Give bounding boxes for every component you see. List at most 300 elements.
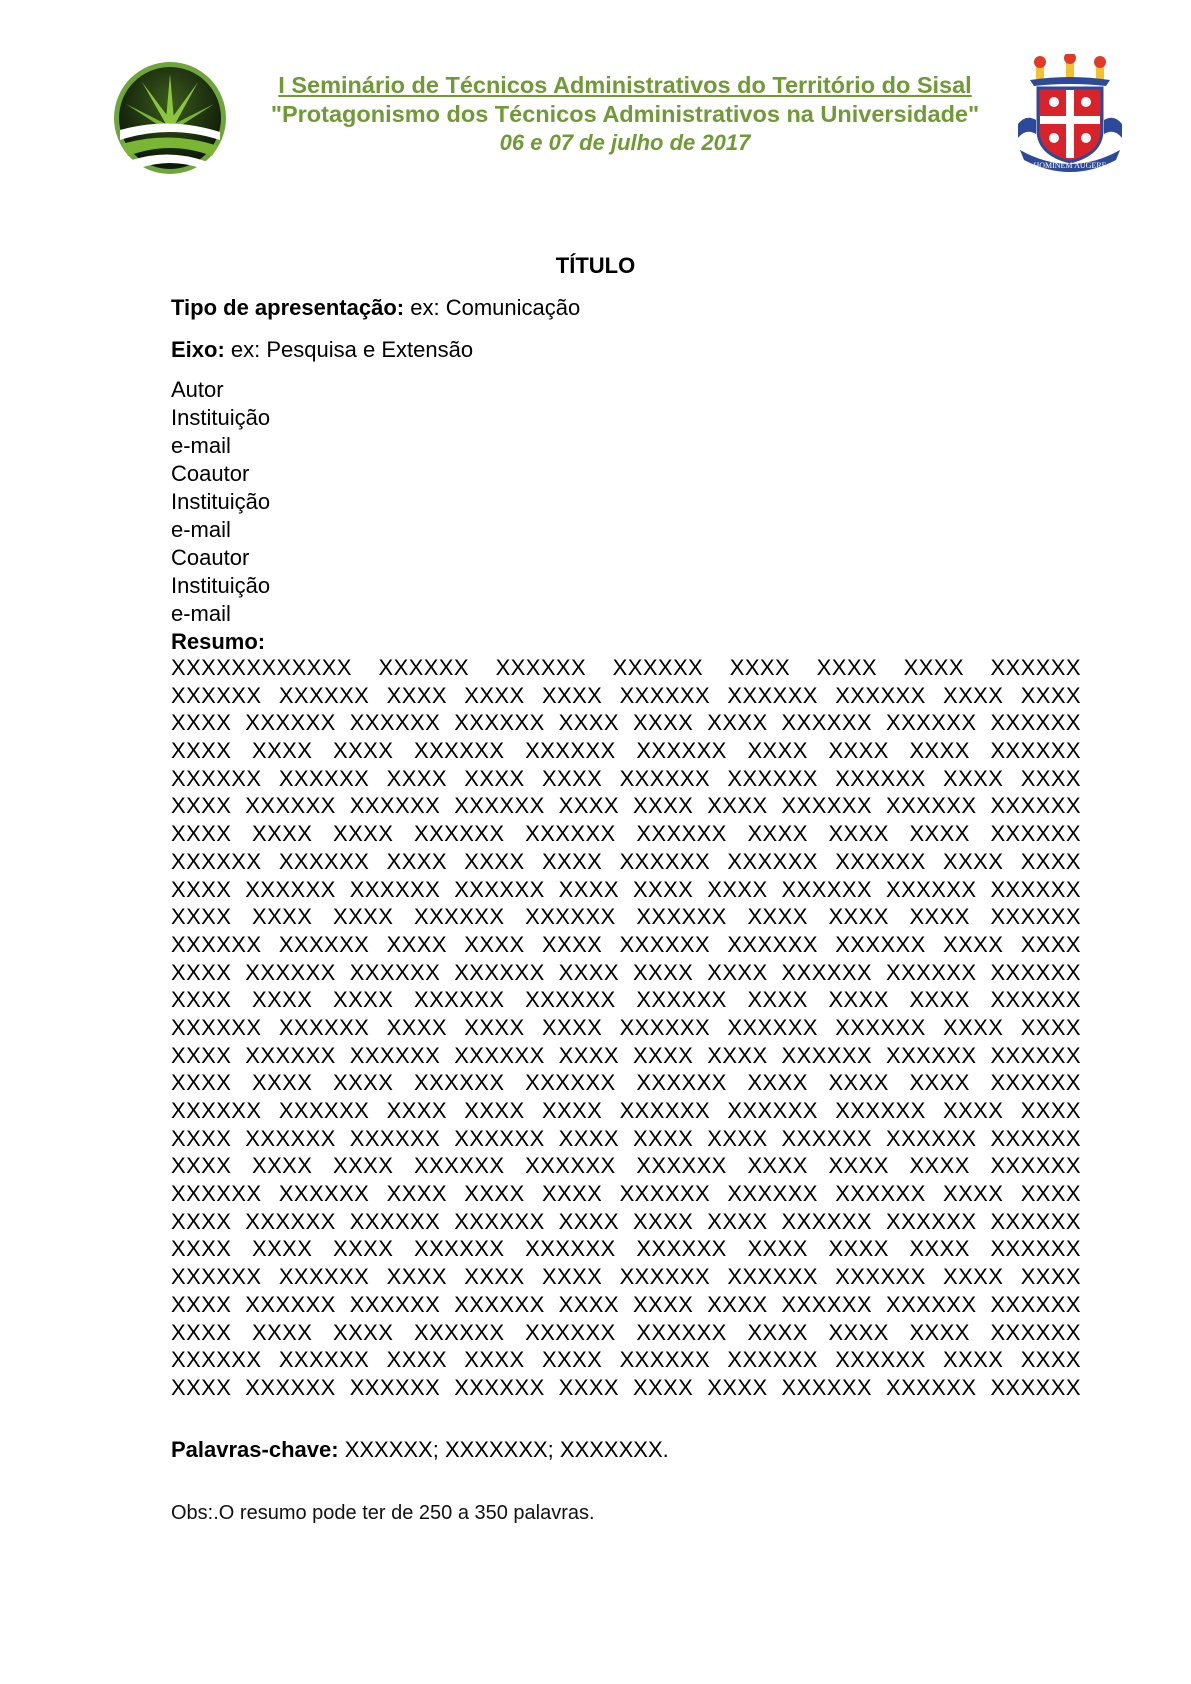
abstract-word: XXXXXX [636, 1153, 727, 1179]
abstract-word: XXXX [386, 1347, 447, 1373]
abstract-word: XXXX [1020, 848, 1081, 874]
abstract-word: XXXXXX [781, 1291, 872, 1317]
abstract-word: XXXXXX [727, 1098, 818, 1123]
abstract-line [171, 682, 1081, 710]
abstract-word: XXXXXX [886, 1291, 977, 1317]
abstract-line [171, 1319, 1081, 1347]
abstract-word: XXXX [171, 959, 232, 985]
abstract-word: XXXXXX [278, 682, 370, 708]
abstract-word: XXXX [252, 904, 313, 930]
abstract-word: XXXXXX [835, 931, 926, 957]
abstract-word: XXXX [943, 765, 1004, 791]
abstract-word: XXXXXX [414, 904, 505, 930]
keywords-value: XXXXXX; XXXXXXX; XXXXXXX. [344, 1437, 669, 1462]
abstract-word: XXXX [333, 1319, 394, 1345]
abstract-word: XXXXXX [414, 1236, 505, 1262]
keywords [171, 1436, 669, 1464]
abstract-word: XXXXXX [278, 1098, 370, 1123]
abstract-word: XXXXXX [835, 848, 926, 874]
abstract-word: XXXX [707, 876, 768, 902]
abstract-word: XXXXXX [886, 959, 977, 985]
abstract-word: XXXXXX [454, 1374, 545, 1400]
abstract-word: XXXX [541, 848, 603, 874]
abstract-word: XXXXXX [454, 876, 545, 902]
abstract-word: XXXX [541, 1264, 603, 1290]
abstract-word: XXXX [541, 1347, 603, 1373]
abstract-word: XXXX [909, 1153, 970, 1179]
abstract-word: XXXX [252, 1153, 313, 1179]
abstract-word: XXXX [386, 682, 447, 708]
abstract-word: XXXXXX [349, 1042, 441, 1068]
abstract-word: XXXXXX [245, 1374, 336, 1400]
abstract-word: XXXXXX [781, 1374, 872, 1400]
abstract-word: XXXXXX [990, 738, 1081, 764]
abstract-word: XXXXXX [619, 848, 711, 874]
abstract-label: Resumo: [171, 629, 266, 654]
abstract-word: XXXX [909, 1070, 970, 1096]
abstract-word: XXXX [171, 1042, 232, 1068]
abstract-word: XXXXXX [454, 793, 545, 819]
abstract-word: XXXXXX [886, 876, 977, 902]
abstract-word: XXXX [632, 959, 694, 985]
abstract-word: XXXXXX [278, 848, 370, 874]
abstract-word: XXXXXX [171, 1098, 262, 1123]
abstract-word: XXXXXX [727, 1181, 818, 1207]
abstract-body [171, 654, 1081, 1402]
abstract-word: XXXX [171, 1153, 232, 1179]
abstract-word: XXXXXX [835, 1347, 926, 1373]
abstract-word: XXXXXX [525, 821, 616, 847]
abstract-word: XXXX [171, 821, 232, 847]
abstract-word: XXXXXX [727, 1347, 818, 1373]
abstract-word: XXXXXX [727, 682, 818, 708]
abstract-word: XXXXXX [349, 1125, 441, 1151]
abstract-word: XXXX [171, 1125, 232, 1151]
abstract-word: XXXXXX [612, 655, 704, 680]
abstract-word: XXXX [707, 959, 768, 985]
abstract-word: XXXX [729, 655, 791, 680]
abstract-word: XXXXXX [171, 931, 262, 957]
abstract-word: XXXX [464, 1181, 525, 1207]
abstract-word: XXXX [171, 1208, 232, 1234]
header-theme: "Protagonismo dos Técnicos Administrativos na Universidade" [270, 101, 980, 127]
abstract-word: XXXX [464, 1098, 525, 1123]
abstract-word: XXXX [558, 1125, 619, 1151]
abstract-word: XXXX [707, 710, 768, 736]
abstract-word: XXXXXX [349, 876, 441, 902]
abstract-word: XXXXXX [990, 1070, 1081, 1096]
abstract-word: XXXXXX [886, 1042, 977, 1068]
abstract-line [171, 737, 1081, 765]
author-line: Coautor [171, 545, 250, 570]
abstract-word: XXXXXX [245, 876, 336, 902]
abstract-word: XXXXXX [454, 959, 545, 985]
abstract-word: XXXXXX [278, 1181, 370, 1207]
abstract-word: XXXX [464, 848, 525, 874]
abstract-word: XXXXXX [171, 848, 262, 874]
abstract-word: XXXX [558, 876, 619, 902]
abstract-word: XXXXXX [619, 1098, 711, 1123]
abstract-line [171, 848, 1081, 876]
abstract-word: XXXX [464, 931, 525, 957]
abstract-word: XXXX [464, 1014, 525, 1040]
abstract-word: XXXX [943, 1347, 1004, 1373]
header-event-name: I Seminário de Técnicos Administrativos do Território do Sisal [278, 72, 972, 98]
abstract-word: XXXXXX [171, 1181, 262, 1207]
abstract-word: XXXX [171, 738, 232, 764]
abstract-word: XXXX [828, 1236, 889, 1262]
seal-motto: HOMINEM AUGERE [1033, 161, 1107, 170]
abstract-word: XXXXXX [278, 931, 370, 957]
abstract-word: XXXXXX [990, 1125, 1081, 1151]
abstract-word: XXXX [828, 1319, 889, 1345]
abstract-word: XXXX [333, 1236, 394, 1262]
abstract-word: XXXX [909, 1319, 970, 1345]
abstract-word: XXXX [943, 682, 1004, 708]
abstract-word: XXXX [909, 1236, 970, 1262]
abstract-word: XXXXXX [781, 1208, 872, 1234]
abstract-word: XXXX [171, 1236, 232, 1262]
abstract-word: XXXXXX [636, 738, 727, 764]
abstract-word: XXXX [828, 1153, 889, 1179]
abstract-word: XXXX [828, 821, 889, 847]
author-line: Coautor [171, 461, 250, 486]
abstract-word: XXXXXX [636, 821, 727, 847]
abstract-word: XXXX [333, 987, 394, 1013]
author-line: e-mail [171, 517, 231, 542]
document-header [230, 70, 1020, 158]
abstract-word: XXXX [333, 738, 394, 764]
authors-block [171, 376, 270, 628]
axis-label: Eixo: [171, 337, 225, 362]
abstract-word: XXXXXX [619, 1347, 711, 1373]
abstract-line [171, 820, 1081, 848]
abstract-word: XXXXXX [835, 1098, 926, 1123]
abstract-word: XXXX [747, 1319, 808, 1345]
abstract-line [171, 709, 1081, 737]
abstract-word: XXXX [464, 765, 525, 791]
abstract-word: XXXXXX [990, 1208, 1081, 1234]
abstract-word: XXXX [386, 848, 447, 874]
abstract-word: XXXX [632, 1042, 694, 1068]
abstract-word: XXXX [816, 655, 877, 680]
abstract-word: XXXXXX [414, 821, 505, 847]
abstract-word: XXXX [1020, 931, 1081, 957]
abstract-word: XXXXXX [781, 793, 872, 819]
abstract-word: XXXX [909, 821, 970, 847]
presentation-type-value: ex: Comunicação [410, 295, 581, 320]
abstract-word: XXXX [171, 793, 232, 819]
abstract-word: XXXXXX [990, 1374, 1081, 1400]
abstract-word: XXXXXX [349, 1208, 441, 1234]
abstract-word: XXXX [1020, 765, 1081, 791]
abstract-word: XXXXXX [349, 793, 441, 819]
abstract-word: XXXX [541, 682, 603, 708]
abstract-word: XXXX [707, 1125, 768, 1151]
abstract-word: XXXXXX [835, 765, 926, 791]
abstract-line [171, 1014, 1081, 1042]
abstract-word: XXXXXX [414, 987, 505, 1013]
abstract-word: XXXXXX [454, 1208, 545, 1234]
abstract-word: XXXXXX [990, 1153, 1081, 1179]
abstract-word: XXXXXX [349, 1291, 441, 1317]
abstract-line [171, 792, 1081, 820]
abstract-word: XXXX [558, 1042, 619, 1068]
abstract-word: XXXX [558, 710, 619, 736]
abstract-word: XXXX [747, 1070, 808, 1096]
abstract-word: XXXX [943, 931, 1004, 957]
abstract-word: XXXX [943, 1181, 1004, 1207]
abstract-word: XXXX [943, 1264, 1004, 1290]
abstract-word: XXXX [333, 821, 394, 847]
abstract-word: XXXXXX [781, 1125, 872, 1151]
abstract-word: XXXXXX [990, 821, 1081, 847]
abstract-word: XXXXXX [636, 904, 727, 930]
abstract-word: XXXXXX [525, 987, 616, 1013]
abstract-word: XXXX [386, 931, 447, 957]
abstract-line [171, 959, 1081, 987]
presentation-type [171, 294, 580, 322]
abstract-word: XXXX [747, 1236, 808, 1262]
abstract-word: XXXXXX [727, 848, 818, 874]
abstract-word: XXXX [943, 1098, 1004, 1123]
abstract-word: XXXXXX [245, 1042, 336, 1068]
axis-value: ex: Pesquisa e Extensão [230, 337, 474, 362]
abstract-word: XXXXXX [619, 931, 711, 957]
abstract-word: XXXX [909, 987, 970, 1013]
abstract-word: XXXX [541, 1181, 603, 1207]
abstract-word: XXXX [632, 1374, 694, 1400]
abstract-word: XXXXXX [245, 1208, 336, 1234]
abstract-word: XXXX [171, 1374, 232, 1400]
abstract-word: XXXX [943, 848, 1004, 874]
observation-note: Obs:.O resumo pode ter de 250 a 350 palavras. [171, 1502, 595, 1524]
abstract-word: XXXX [386, 1098, 447, 1123]
abstract-word: XXXXXX [636, 1236, 727, 1262]
abstract-word: XXXX [1020, 1347, 1081, 1373]
abstract-word: XXXX [707, 1042, 768, 1068]
axis-field [171, 336, 473, 364]
abstract-word: XXXXXX [619, 1181, 711, 1207]
abstract-word: XXXX [632, 710, 694, 736]
abstract-word: XXXXXX [990, 1042, 1081, 1068]
abstract-line [171, 1235, 1081, 1263]
abstract-word: XXXXXX [278, 1014, 370, 1040]
abstract-word: XXXXXX [171, 1264, 262, 1290]
abstract-word: XXXXXX [781, 876, 872, 902]
abstract-word: XXXX [171, 987, 232, 1013]
author-line: Autor [171, 377, 224, 402]
abstract-word: XXXXXX [245, 959, 336, 985]
abstract-word: XXXXXX [245, 1291, 336, 1317]
abstract-word: XXXXXX [525, 1070, 616, 1096]
presentation-type-label: Tipo de apresentação: [171, 295, 405, 320]
abstract-word: XXXXXX [619, 682, 711, 708]
abstract-word: XXXX [558, 793, 619, 819]
abstract-word: XXXX [541, 1098, 603, 1123]
abstract-line [171, 1346, 1081, 1374]
abstract-word: XXXXXX [835, 1181, 926, 1207]
abstract-word: XXXX [464, 1264, 525, 1290]
abstract-word: XXXX [333, 904, 394, 930]
abstract-word: XXXXXX [278, 1264, 370, 1290]
abstract-line [171, 765, 1081, 793]
abstract-word: XXXX [386, 765, 447, 791]
abstract-word: XXXX [747, 987, 808, 1013]
abstract-word: XXXX [828, 987, 889, 1013]
abstract-line [171, 876, 1081, 904]
abstract-word: XXXX [1020, 1014, 1081, 1040]
abstract-word: XXXXXX [990, 1236, 1081, 1262]
abstract-line [171, 1180, 1081, 1208]
abstract-word: XXXX [252, 821, 313, 847]
abstract-word: XXXX [464, 682, 525, 708]
abstract-word: XXXXXX [378, 655, 469, 680]
abstract-word: XXXX [386, 1264, 447, 1290]
abstract-word: XXXXXX [454, 1291, 545, 1317]
abstract-word: XXXXXX [619, 765, 711, 791]
abstract-word: XXXXXX [278, 1347, 370, 1373]
abstract-word: XXXXXX [886, 1208, 977, 1234]
abstract-word: XXXXXX [781, 959, 872, 985]
abstract-word: XXXX [747, 904, 808, 930]
abstract-word: XXXX [632, 1125, 694, 1151]
abstract-line [171, 1069, 1081, 1097]
abstract-word: XXXXXX [525, 738, 616, 764]
abstract-word: XXXX [1020, 1098, 1081, 1123]
abstract-word: XXXX [903, 655, 964, 680]
abstract-word: XXXX [632, 1208, 694, 1234]
abstract-word: XXXX [558, 1291, 619, 1317]
abstract-word: XXXXXX [990, 1291, 1081, 1317]
abstract-word: XXXX [558, 959, 619, 985]
author-line: Instituição [171, 405, 271, 430]
abstract-word: XXXX [386, 1181, 447, 1207]
seminar-logo [112, 60, 228, 176]
abstract-word: XXXXXX [171, 765, 262, 791]
abstract-word: XXXX [171, 876, 232, 902]
abstract-line [171, 986, 1081, 1014]
abstract-word: XXXXXX [245, 1125, 336, 1151]
abstract-word: XXXX [707, 1374, 768, 1400]
abstract-word: XXXX [333, 1153, 394, 1179]
abstract-word: XXXXXX [414, 738, 505, 764]
abstract-word: XXXX [171, 1070, 232, 1096]
abstract-word: XXXXXX [245, 793, 336, 819]
abstract-word: XXXXXX [245, 710, 336, 736]
abstract-word: XXXXXX [349, 710, 441, 736]
abstract-word: XXXX [707, 1291, 768, 1317]
abstract-word: XXXXXX [171, 1347, 262, 1373]
abstract-word: XXXXXX [414, 1319, 505, 1345]
abstract-line [171, 1097, 1081, 1125]
abstract-word: XXXXXX [454, 1125, 545, 1151]
abstract-word: XXXXXX [727, 931, 818, 957]
abstract-word: XXXXXX [619, 1264, 711, 1290]
abstract-line [171, 1208, 1081, 1236]
abstract-word: XXXX [747, 1153, 808, 1179]
abstract-word: XXXXXX [171, 1014, 262, 1040]
page-title: TÍTULO [555, 253, 636, 278]
abstract-word: XXXXXX [525, 904, 616, 930]
author-line: Instituição [171, 573, 271, 598]
abstract-word: XXXXXX [636, 1070, 727, 1096]
abstract-word: XXXX [943, 1014, 1004, 1040]
abstract-word: XXXXXX [495, 655, 587, 680]
abstract-word: XXXX [252, 1319, 313, 1345]
abstract-word: XXXXXX [835, 682, 926, 708]
abstract-word: XXXX [333, 1070, 394, 1096]
abstract-word: XXXXXX [414, 1153, 505, 1179]
abstract-word: XXXXXX [886, 1125, 977, 1151]
abstract-word: XXXXXX [349, 1374, 441, 1400]
abstract-word: XXXXXX [727, 765, 818, 791]
abstract-word: XXXXXX [525, 1153, 616, 1179]
abstract-word: XXXX [828, 1070, 889, 1096]
abstract-word: XXXX [541, 1014, 603, 1040]
abstract-word: XXXX [464, 1347, 525, 1373]
header-date: 06 e 07 de julho de 2017 [499, 130, 751, 155]
abstract-word: XXXXXX [886, 710, 977, 736]
abstract-word: XXXXXX [454, 710, 545, 736]
abstract-word: XXXX [252, 738, 313, 764]
abstract-word: XXXXXX [727, 1264, 818, 1290]
abstract-word: XXXX [386, 1014, 447, 1040]
abstract-word: XXXXXX [835, 1014, 926, 1040]
abstract-word: XXXXXX [886, 1374, 977, 1400]
abstract-word: XXXXXX [990, 1319, 1081, 1345]
abstract-line [171, 654, 1081, 682]
abstract-word: XXXX [541, 765, 603, 791]
abstract-word: XXXX [747, 738, 808, 764]
abstract-line [171, 903, 1081, 931]
abstract-word: XXXX [171, 904, 232, 930]
abstract-word: XXXX [909, 738, 970, 764]
abstract-word: XXXXXX [990, 987, 1081, 1013]
author-line: Instituição [171, 489, 271, 514]
author-line: e-mail [171, 433, 231, 458]
abstract-word: XXXX [558, 1374, 619, 1400]
abstract-line [171, 931, 1081, 959]
abstract-word: XXXXXX [525, 1236, 616, 1262]
abstract-line [171, 1263, 1081, 1291]
abstract-word: XXXX [632, 876, 694, 902]
abstract-word: XXXX [828, 904, 889, 930]
abstract-word: XXXX [828, 738, 889, 764]
abstract-word: XXXXXX [781, 710, 872, 736]
keywords-label: Palavras-chave: [171, 1437, 339, 1462]
abstract-word: XXXX [632, 793, 694, 819]
abstract-word: XXXXXX [990, 710, 1081, 736]
abstract-word: XXXX [1020, 1181, 1081, 1207]
abstract-word: XXXXXX [727, 1014, 818, 1040]
abstract-line [171, 1152, 1081, 1180]
university-seal [1016, 54, 1124, 176]
abstract-word: XXXXXX [636, 1319, 727, 1345]
abstract-word: XXXXXX [990, 904, 1081, 930]
author-line: e-mail [171, 601, 231, 626]
abstract-word: XXXX [707, 793, 768, 819]
abstract-line [171, 1042, 1081, 1070]
abstract-word: XXXXXX [835, 1264, 926, 1290]
abstract-word: XXXX [252, 1070, 313, 1096]
abstract-word: XXXX [1020, 1264, 1081, 1290]
abstract-word: XXXXXX [636, 987, 727, 1013]
abstract-word: XXXX [171, 1319, 232, 1345]
abstract-word: XXXXXX [886, 793, 977, 819]
abstract-word: XXXX [707, 1208, 768, 1234]
abstract-word: XXXXXX [349, 959, 441, 985]
